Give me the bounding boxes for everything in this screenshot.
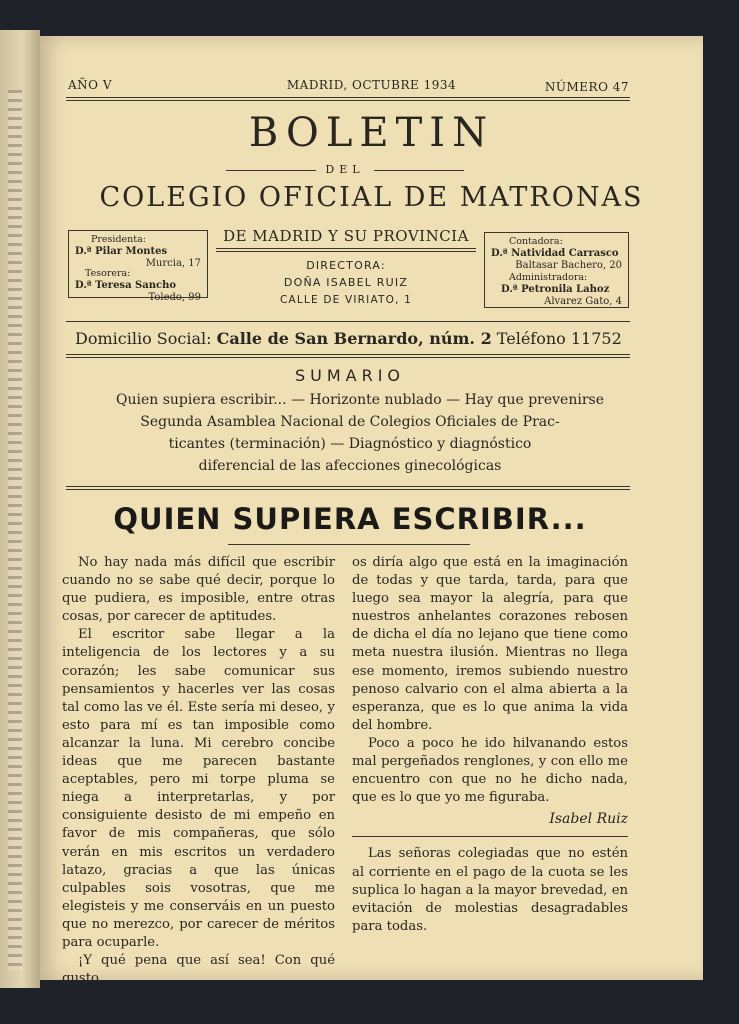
sumario-line-2: Segunda Asamblea Nacional de Colegios Oficiales de Prac- bbox=[140, 414, 560, 430]
book-spine bbox=[0, 30, 40, 988]
domicilio-address: Calle de San Bernardo, núm. 2 bbox=[216, 329, 492, 348]
masthead-title: BOLETIN bbox=[248, 110, 495, 156]
article-headline: QUIEN SUPIERA ESCRIBIR... bbox=[113, 502, 587, 536]
officers-box-right bbox=[484, 232, 629, 308]
sumario-line-1: Quien supiera escribir... — Horizonte nublado — Hay que prevenirse bbox=[116, 392, 604, 408]
president-name: D.ª Pilar Montes bbox=[75, 246, 168, 257]
year-label: AÑO V bbox=[68, 78, 112, 92]
masthead-del: DEL bbox=[325, 163, 365, 176]
director-name: DOÑA ISABEL RUIZ bbox=[283, 276, 409, 289]
accountant-name: D.ª Natividad Carrasco bbox=[491, 248, 619, 259]
director-label: DIRECTORA: bbox=[306, 259, 386, 272]
director-address: CALLE DE VIRIATO, 1 bbox=[279, 294, 413, 306]
president-address: Murcia, 17 bbox=[145, 258, 201, 269]
sumario-rule bbox=[66, 486, 630, 490]
bulletin-page bbox=[40, 36, 703, 987]
issue-date: MADRID, OCTUBRE 1934 bbox=[286, 78, 457, 92]
article-signature: Isabel Ruiz bbox=[549, 811, 628, 828]
domicilio-rule-bottom bbox=[66, 354, 630, 358]
del-rule-left bbox=[226, 170, 316, 171]
treasurer-label: Tesorera: bbox=[85, 268, 131, 279]
sumario-title: SUMARIO bbox=[294, 366, 406, 385]
del-rule-right bbox=[374, 170, 464, 171]
issue-number: NÚMERO 47 bbox=[544, 80, 629, 94]
article-column-left bbox=[62, 554, 335, 988]
domicilio-line bbox=[75, 329, 635, 348]
article-paragraph-3: ¡Y qué pena que así sea! Con qué gusto bbox=[62, 953, 335, 987]
article-paragraph-5: Poco a poco he ido hilvanando estos mal pergeñados renglones, y con ello me encuentro con que no he dicho nada, que es lo que yo me figuraba. bbox=[352, 735, 628, 806]
sumario-line-3: ticantes (terminación) — Diagnóstico y diagnóstico bbox=[168, 436, 532, 452]
president-label: Presidenta: bbox=[91, 234, 146, 245]
domicilio-label: Domicilio Social: bbox=[75, 329, 212, 348]
sumario-line-4: diferencial de las afecciones ginecológicas bbox=[198, 458, 502, 474]
domicilio-phone: Teléfono 11752 bbox=[496, 329, 622, 348]
dues-notice: Las señoras colegiadas que no estén al corriente en el pago de la cuota se les suplica lo hagan a la mayor brevedad, en evitación de molestias desagradables para todas. bbox=[352, 846, 628, 934]
article-paragraph-1: No hay nada más difícil que escribir cuando no se sabe qué decir, porque lo que pudiera, es imposible, entre otras cosas, por carecer de aptitudes. bbox=[62, 555, 335, 625]
administrator-label: Administradora: bbox=[509, 272, 588, 283]
province-rule bbox=[216, 248, 476, 252]
article-paragraph-2: El escritor sabe llegar a la inteligencia de los lectores y a su corazón; les sabe comunicar sus pensamientos y hacerles ver las cosas tal como las ve él. Este sería mi deseo, y esto para mí es tan imposible como alcanzar la luna. Mi cerebro concibe ideas que me parecen bastante aceptables, pero mi torpe pluma se niega a interpretarlas, y por consiguiente desisto de mi empeño en favor de mis compañeras, que sólo verán en mis escritos un verdadero latazo, gracias a que las únicas culpables sois vosotras, que me elegisteis y me conserváis en un puesto que no merezco, por carecer de méritos para ocuparle. bbox=[62, 627, 335, 950]
page-edge-texture bbox=[8, 90, 22, 970]
accountant-address: Baltasar Bachero, 20 bbox=[515, 260, 622, 271]
article-paragraph-4: os diría algo que está en la imaginación de todas y que tarda, tarda, para que luego sea mayor la alegría, para que nuestros anhelantes corazones rebosen de dicha el día no lejano que tiene como meta nuestra ilusión. Mientras no llega ese momento, iremos subiendo nuestro penoso calvario con el alma abierta a la esperanza, que es lo que anima la vida del hombre. bbox=[352, 555, 628, 733]
province-line: DE MADRID Y SU PROVINCIA bbox=[223, 227, 469, 245]
domicilio-rule-top bbox=[66, 321, 630, 322]
header-rule bbox=[66, 97, 630, 101]
treasurer-address: Toledo, 99 bbox=[148, 292, 201, 303]
accountant-label: Contadora: bbox=[509, 236, 563, 247]
administrator-name: D.ª Petronila Lahoz bbox=[501, 284, 610, 295]
college-name: COLEGIO OFICIAL DE MATRONAS bbox=[99, 182, 644, 213]
signature-rule bbox=[352, 836, 628, 837]
headline-underline bbox=[228, 544, 470, 545]
treasurer-name: D.ª Teresa Sancho bbox=[75, 280, 177, 291]
article-column-right bbox=[352, 554, 628, 936]
administrator-address: Alvarez Gato, 4 bbox=[544, 296, 622, 307]
officers-box-left bbox=[68, 230, 208, 303]
